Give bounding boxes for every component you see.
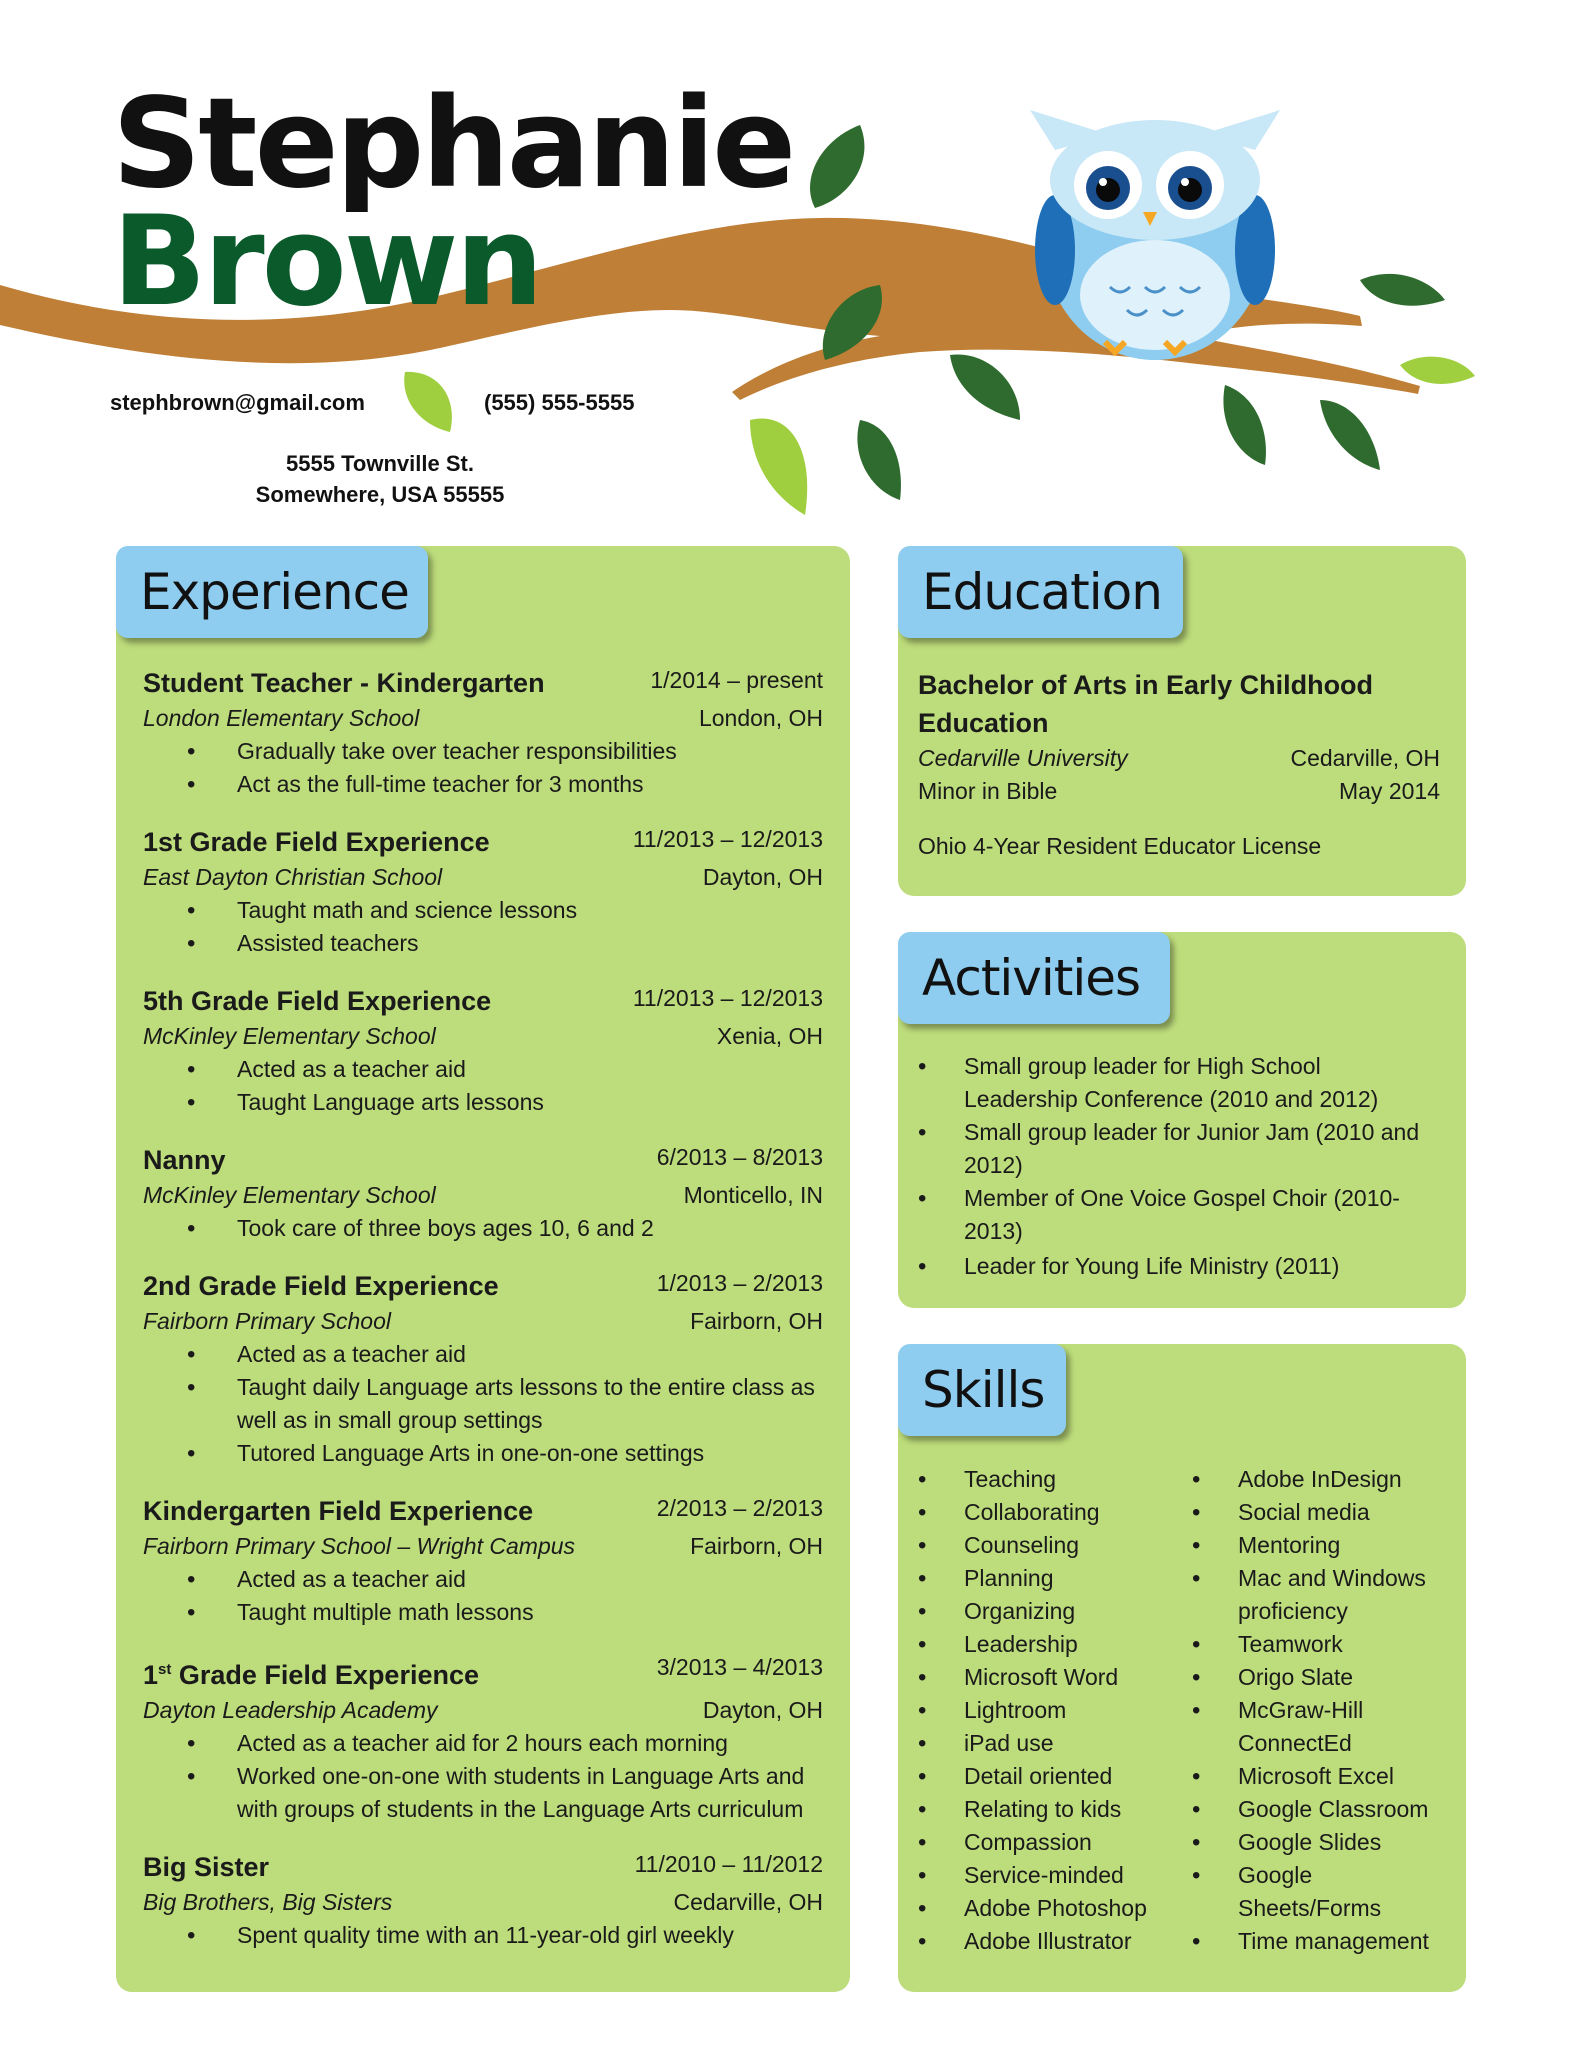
activity-item: • Small group leader for High School Leadership Conference (2010 and 2012) <box>898 1050 1438 1116</box>
job-bullet: • Act as the full-time teacher for 3 months <box>143 768 823 801</box>
job-entry <box>143 664 823 801</box>
activities-list <box>898 1050 1438 1283</box>
job-dates: 11/2013 – 12/2013 <box>632 985 823 1011</box>
license: Ohio 4-Year Resident Educator License <box>918 833 1322 859</box>
job-location: Dayton, OH <box>702 1697 823 1723</box>
job-dates: 11/2010 – 11/2012 <box>634 1851 823 1877</box>
skill-item: • McGraw-Hill ConnectEd <box>1172 1694 1452 1760</box>
job-title: 2nd Grade Field Experience <box>143 1271 499 1301</box>
skill-item: • Lightroom <box>898 1694 1168 1727</box>
job-dates: 11/2013 – 12/2013 <box>632 826 823 852</box>
job-bullet: • Taught Language arts lessons <box>143 1086 823 1119</box>
job-location: Fairborn, OH <box>690 1533 823 1559</box>
job-bullet: • Took care of three boys ages 10, 6 and 2 <box>143 1212 823 1245</box>
skill-item: • Teamwork <box>1172 1628 1452 1661</box>
job-entry <box>143 1651 823 1826</box>
school-location: Cedarville, OH <box>1290 745 1440 771</box>
graduation-date: May 2014 <box>1338 778 1440 804</box>
job-entry <box>143 1141 823 1245</box>
job-organization: Fairborn Primary School <box>143 1308 391 1334</box>
skill-item: • Counseling <box>898 1529 1168 1562</box>
email-address: stephbrown@gmail.com <box>110 390 365 415</box>
skill-item: • Teaching <box>898 1463 1168 1496</box>
activity-item: • Small group leader for Junior Jam (2010 and 2012) <box>898 1116 1438 1182</box>
job-organization: Big Brothers, Big Sisters <box>143 1889 393 1915</box>
skill-item: • Time management <box>1172 1925 1452 1958</box>
job-entry <box>143 1267 823 1470</box>
skill-item: • Service-minded <box>898 1859 1168 1892</box>
skill-item: • Relating to kids <box>898 1793 1168 1826</box>
job-organization: McKinley Elementary School <box>143 1023 436 1049</box>
job-title: Big Sister <box>143 1852 270 1882</box>
job-bullet: • Gradually take over teacher responsibilities <box>143 735 823 768</box>
job-bullet: • Acted as a teacher aid for 2 hours each morning <box>143 1727 823 1760</box>
skill-item: • Adobe InDesign <box>1172 1463 1452 1496</box>
job-bullet: • Spent quality time with an 11-year-old girl weekly <box>143 1919 823 1952</box>
experience-list <box>143 664 823 1974</box>
job-organization: Dayton Leadership Academy <box>143 1697 438 1723</box>
skills-list <box>898 1463 1458 1963</box>
school-name: Cedarville University <box>918 745 1128 771</box>
job-bullet: • Taught math and science lessons <box>143 894 823 927</box>
address-line-2: Somewhere, USA 55555 <box>255 482 505 507</box>
address-line-1: 5555 Townville St. <box>286 451 474 476</box>
job-organization: East Dayton Christian School <box>143 864 443 890</box>
job-bullet: • Acted as a teacher aid <box>143 1053 823 1086</box>
job-bullet: • Taught daily Language arts lessons to the entire class as well as in small group settings <box>143 1371 823 1437</box>
job-location: London, OH <box>698 705 823 731</box>
skills-column-1 <box>898 1463 1168 1958</box>
job-location: Monticello, IN <box>683 1182 823 1208</box>
skill-item: • Social media <box>1172 1496 1452 1529</box>
job-dates: 1/2014 – present <box>650 667 823 693</box>
job-location: Dayton, OH <box>702 864 823 890</box>
job-organization: McKinley Elementary School <box>143 1182 436 1208</box>
job-location: Xenia, OH <box>716 1023 823 1049</box>
degree: Bachelor of Arts in Early Childhood Education <box>918 670 1374 738</box>
last-name: Brown <box>112 190 541 334</box>
job-bullet: • Worked one-on-one with students in Language Arts and with groups of students in the Language Arts curriculum <box>143 1760 823 1826</box>
job-dates: 1/2013 – 2/2013 <box>656 1270 823 1296</box>
skill-item: • Compassion <box>898 1826 1168 1859</box>
job-location: Fairborn, OH <box>690 1308 823 1334</box>
activity-item: • Leader for Young Life Ministry (2011) <box>898 1250 1438 1283</box>
activity-item: • Member of One Voice Gospel Choir (2010-2013) <box>898 1182 1438 1248</box>
job-bullet: • Taught multiple math lessons <box>143 1596 823 1629</box>
job-entry <box>143 823 823 960</box>
skill-item: • Microsoft Word <box>898 1661 1168 1694</box>
education-heading: Education <box>898 546 1183 638</box>
job-dates: 2/2013 – 2/2013 <box>656 1495 823 1521</box>
skill-item: • Google Slides <box>1172 1826 1452 1859</box>
job-title: Nanny <box>143 1145 226 1175</box>
skills-column-2 <box>1172 1463 1452 1958</box>
job-title: Kindergarten Field Experience <box>143 1496 534 1526</box>
job-bullet: • Assisted teachers <box>143 927 823 960</box>
skill-item: • Mentoring <box>1172 1529 1452 1562</box>
skill-item: • Origo Slate <box>1172 1661 1452 1694</box>
skill-item: • iPad use <box>898 1727 1168 1760</box>
phone-number: (555) 555-5555 <box>484 390 635 415</box>
skill-item: • Organizing <box>898 1595 1168 1628</box>
skill-item: • Adobe Photoshop <box>898 1892 1168 1925</box>
job-bullet: • Acted as a teacher aid <box>143 1338 823 1371</box>
job-entry <box>143 1848 823 1952</box>
job-bullet: • Acted as a teacher aid <box>143 1563 823 1596</box>
job-dates: 6/2013 – 8/2013 <box>656 1144 823 1170</box>
skill-item: • Mac and Windows proficiency <box>1172 1562 1452 1628</box>
skill-item: • Microsoft Excel <box>1172 1760 1452 1793</box>
skill-item: • Detail oriented <box>898 1760 1168 1793</box>
job-location: Cedarville, OH <box>673 1889 823 1915</box>
job-entry <box>143 982 823 1119</box>
skill-item: • Adobe Illustrator <box>898 1925 1168 1958</box>
experience-heading: Experience <box>116 546 428 638</box>
activities-heading: Activities <box>898 932 1170 1024</box>
skills-heading: Skills <box>898 1344 1066 1436</box>
job-title: 1st Grade Field Experience <box>143 827 490 857</box>
minor: Minor in Bible <box>918 778 1058 804</box>
skill-item: • Google Sheets/Forms <box>1172 1859 1452 1925</box>
job-entry <box>143 1492 823 1629</box>
skill-item: • Leadership <box>898 1628 1168 1661</box>
education-content <box>918 666 1440 863</box>
job-title: Student Teacher - Kindergarten <box>143 668 545 698</box>
job-title: 5th Grade Field Experience <box>143 986 492 1016</box>
first-name: Stephanie <box>112 72 794 216</box>
job-dates: 3/2013 – 4/2013 <box>656 1654 823 1680</box>
job-organization: Fairborn Primary School – Wright Campus <box>143 1533 576 1559</box>
job-organization: London Elementary School <box>143 705 420 731</box>
mailing-address <box>200 448 560 510</box>
skill-item: • Google Classroom <box>1172 1793 1452 1826</box>
skill-item: • Collaborating <box>898 1496 1168 1529</box>
job-title: 1st Grade Field Experience <box>143 1660 480 1690</box>
job-bullet: • Tutored Language Arts in one-on-one settings <box>143 1437 823 1470</box>
skill-item: • Planning <box>898 1562 1168 1595</box>
